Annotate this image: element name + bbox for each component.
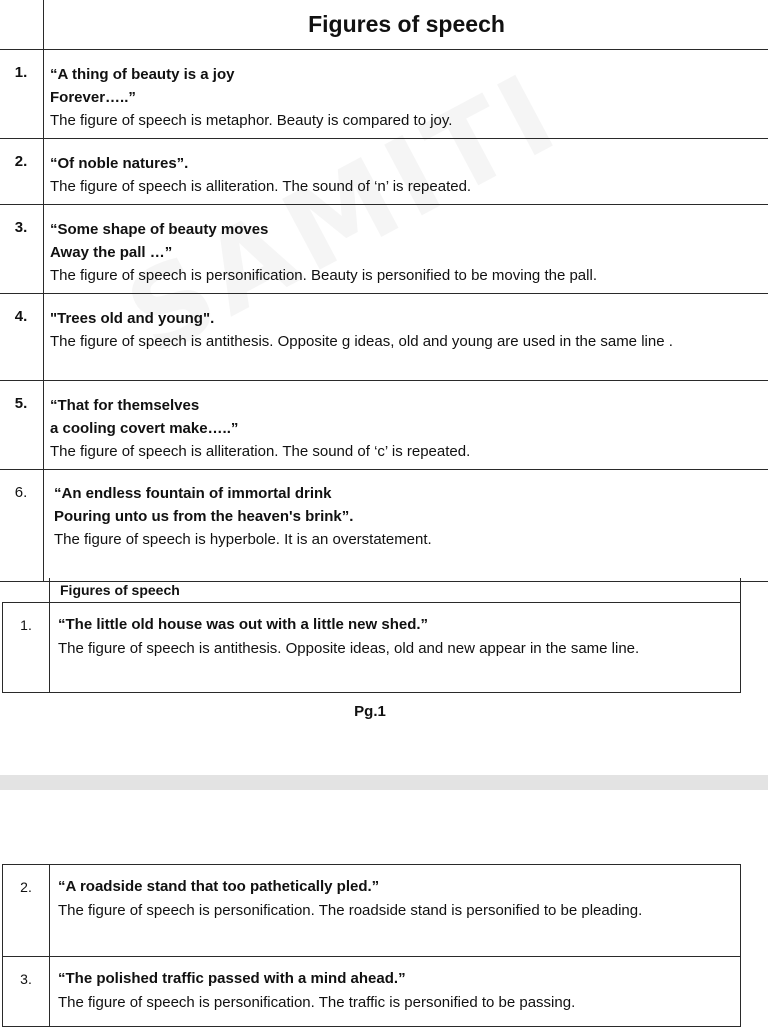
table-row xyxy=(3,865,741,957)
row-number: 4. xyxy=(0,294,44,381)
row-number: 1. xyxy=(0,50,44,139)
quote-text: "Trees old and young". xyxy=(50,307,765,330)
figures-of-speech-table-continued xyxy=(2,864,741,1027)
quote-text: “The little old house was out with a little new shed.” xyxy=(58,613,736,637)
table-row xyxy=(0,139,768,205)
explanation-text: The figure of speech is hyperbole. It is an overstatement. xyxy=(54,528,765,551)
row-content xyxy=(44,470,768,582)
row-number: 2. xyxy=(3,865,50,957)
explanation-text: The figure of speech is antithesis. Opposite ideas, old and new appear in the same line. xyxy=(58,637,736,661)
explanation-text: The figure of speech is alliteration. The sound of ‘c’ is repeated. xyxy=(50,440,765,463)
page-number: Pg.1 xyxy=(0,703,740,720)
row-content xyxy=(44,205,768,294)
row-number: 1. xyxy=(3,603,50,693)
row-content xyxy=(50,603,741,693)
explanation-text: The figure of speech is metaphor. Beauty is compared to joy. xyxy=(50,109,765,132)
explanation-text: The figure of speech is antithesis. Opposite g ideas, old and young are used in the same line . xyxy=(50,330,765,353)
title-blank-cell xyxy=(0,0,44,50)
table-header-row xyxy=(3,578,741,603)
table-row xyxy=(0,294,768,381)
table-row xyxy=(0,470,768,582)
table-header: Figures of speech xyxy=(50,578,741,603)
row-content xyxy=(44,381,768,470)
explanation-text: The figure of speech is alliteration. The sound of ‘n’ is repeated. xyxy=(50,175,765,198)
table-row xyxy=(0,381,768,470)
figures-of-speech-table-fragment xyxy=(2,578,741,693)
header-blank-cell xyxy=(3,578,50,603)
table-row xyxy=(3,603,741,693)
quote-text: “An endless fountain of immortal drink Pouring unto us from the heaven's brink”. xyxy=(54,482,765,528)
quote-text: “A roadside stand that too pathetically pled.” xyxy=(58,875,736,899)
table-title-row xyxy=(0,0,768,50)
table-row xyxy=(3,957,741,1027)
table-row xyxy=(0,205,768,294)
table-title: Figures of speech xyxy=(44,0,768,50)
row-content xyxy=(44,50,768,139)
row-content xyxy=(50,865,741,957)
row-number: 2. xyxy=(0,139,44,205)
row-number: 6. xyxy=(0,470,44,582)
row-number: 5. xyxy=(0,381,44,470)
explanation-text: The figure of speech is personification. The traffic is personified to be passing. xyxy=(58,991,736,1015)
explanation-text: The figure of speech is personification. The roadside stand is personified to be pleading. xyxy=(58,899,736,923)
quote-text: “Of noble natures”. xyxy=(50,152,765,175)
table-row xyxy=(0,50,768,139)
quote-text: “A thing of beauty is a joy Forever…..” xyxy=(50,63,765,109)
row-number: 3. xyxy=(0,205,44,294)
row-content xyxy=(50,957,741,1027)
page-divider xyxy=(0,775,768,790)
quote-text: “Some shape of beauty moves Away the pall …” xyxy=(50,218,765,264)
explanation-text: The figure of speech is personification. Beauty is personified to be moving the pall. xyxy=(50,264,765,287)
row-content xyxy=(44,139,768,205)
quote-text: “The polished traffic passed with a mind ahead.” xyxy=(58,967,736,991)
row-content xyxy=(44,294,768,381)
row-number: 3. xyxy=(3,957,50,1027)
quote-text: “That for themselves a cooling covert make…..” xyxy=(50,394,765,440)
